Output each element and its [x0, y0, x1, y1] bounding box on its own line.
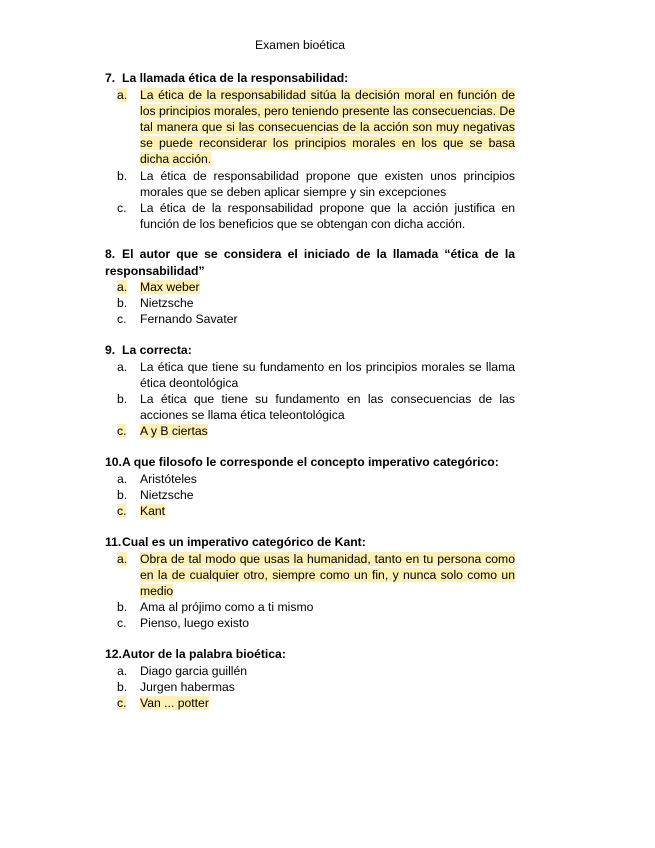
option-text: La ética que tiene su fundamento en las consecuencias de las acciones se llama ética teleontológica [140, 391, 515, 423]
option-text: Nietzsche [140, 296, 194, 311]
option-text: Pienso, luego existo [140, 616, 250, 631]
question-title [105, 342, 515, 359]
option-letter: c. [117, 424, 127, 439]
question-number: 12. [105, 647, 122, 661]
question-text: Autor de la palabra bioética: [122, 647, 286, 661]
option-letter: c. [117, 312, 127, 327]
option-text: Fernando Savater [140, 312, 238, 327]
question-title [105, 646, 515, 663]
option-b [105, 168, 515, 200]
option-text: Kant [140, 503, 166, 518]
question-title [105, 454, 515, 471]
question-number: 8. [105, 247, 116, 261]
question-number: 7. [105, 71, 116, 85]
question-title [105, 534, 515, 551]
question-number: 11. [105, 535, 122, 549]
option-c [105, 503, 515, 519]
option-letter: b. [117, 600, 128, 615]
option-letter: a. [117, 280, 128, 294]
question-text: El autor que se considera el iniciado de la llamada “ética de la responsabilidad” [105, 247, 515, 278]
question-number: 9. [105, 343, 116, 357]
option-b [105, 391, 515, 423]
option-a [105, 471, 515, 487]
option-a [105, 87, 515, 168]
option-text: Diago garcia guillén [140, 663, 248, 678]
option-c [105, 615, 515, 631]
question-title [105, 70, 515, 87]
option-c [105, 311, 515, 327]
option-text: Jurgen habermas [140, 679, 235, 694]
question-9 [105, 342, 515, 440]
question-7 [105, 70, 515, 232]
option-letter: c. [117, 695, 127, 710]
page-title: Examen bioética [254, 38, 346, 52]
option-letter: b. [117, 487, 128, 502]
option-text: La ética de la responsabilidad propone que la acción justifica en función de los beneficios que se obtengan con dicha acción. [140, 200, 515, 232]
option-letter: a. [117, 359, 128, 374]
option-a [105, 551, 515, 600]
option-letter: a. [117, 663, 128, 678]
option-text: Ama al prójimo como a ti mismo [140, 600, 314, 615]
option-text: Obra de tal modo que usas la humanidad, tanto en tu persona como en la de cualquier otro, siempre como un fin, y nunca solo como un medio [140, 551, 515, 598]
option-letter: c. [117, 616, 127, 631]
option-letter: b. [117, 391, 128, 406]
question-text: La llamada ética de la responsabilidad: [122, 71, 349, 85]
option-letter: c. [117, 200, 127, 215]
option-b [105, 599, 515, 615]
question-8 [105, 246, 515, 328]
question-title [105, 246, 515, 279]
option-text: Nietzsche [140, 487, 194, 502]
option-letter: a. [117, 551, 128, 566]
option-b [105, 295, 515, 311]
option-a [105, 663, 515, 679]
option-text: La ética de la responsabilidad sitúa la decisión moral en función de los principios morales, pero teniendo presente las consecuencias. De tal manera que si las consecuencias de la acción son muy negativas se puede reconsiderar los principios morales en los que se basa dicha acción. [140, 87, 515, 167]
option-text: La ética de responsabilidad propone que existen unos principios morales que se deben aplicar siempre y sin excepciones [140, 168, 515, 199]
question-text: La correcta: [122, 343, 192, 357]
option-letter: b. [117, 168, 128, 183]
option-c [105, 200, 515, 232]
question-text: Cual es un imperativo categórico de Kant: [122, 535, 366, 549]
option-text: Van ... potter [140, 695, 209, 710]
option-letter: a. [117, 471, 128, 486]
option-text: Max weber [140, 280, 200, 294]
option-a [105, 359, 515, 391]
option-c [105, 695, 515, 711]
option-text: Aristóteles [140, 471, 197, 486]
option-text: La ética que tiene su fundamento en los principios morales se llama ética deontológica [140, 359, 515, 390]
option-letter: c. [117, 503, 127, 518]
question-10 [105, 454, 515, 519]
option-b [105, 679, 515, 695]
option-a [105, 279, 515, 295]
option-text: A y B ciertas [140, 424, 208, 439]
option-b [105, 487, 515, 503]
question-text: A que filosofo le corresponde el concepto imperativo categórico: [122, 455, 499, 469]
option-letter: a. [117, 87, 128, 102]
question-12 [105, 646, 515, 711]
option-letter: b. [117, 679, 128, 694]
question-11 [105, 534, 515, 632]
option-c [105, 423, 515, 439]
option-letter: b. [117, 296, 128, 311]
question-number: 10. [105, 455, 122, 469]
